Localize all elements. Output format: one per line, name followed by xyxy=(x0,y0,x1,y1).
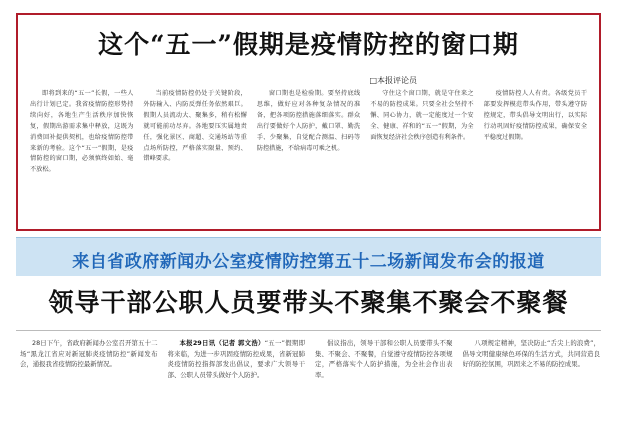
editorial-body xyxy=(30,89,587,223)
editorial-column: 窗口期也是检验期。要坚持底线思维，做好应对各种复杂情况的准备，把各项防控措施落细落实。群众出行要做好个人防护，戴口罩、勤洗手、少聚集，自觉配合测温、扫码等防控措施，不给病毒可乘之机。 xyxy=(256,90,361,152)
news-column xyxy=(315,338,453,423)
editorial-column: 当前疫情防控仍处于关键阶段，外防输入、内防反弹任务依然艰巨。假期人员流动大、聚集多，稍有松懈就可能前功尽弃。各地要压实属地责任，强化景区、商超、交通场站等重点场所防控，严格落实限量、预约、错峰要求。 xyxy=(143,90,247,163)
section-banner-title: 来自省政府新闻办公室疫情防控第五十二场新闻发布会的报道 xyxy=(72,252,545,272)
editorial-column: 守住这个窗口期，就是守住来之不易的防控成果。只要全社会坚持不懈、同心协力，就一定能度过一个安全、健康、祥和的“五一”假期，为全面恢复经济社会秩序创造有利条件。 xyxy=(370,90,474,141)
editorial-byline: □本报评论员 xyxy=(369,76,417,85)
news-text: “五一”假期即将来临，为进一步巩固疫情防控成果，省新冠肺炎疫情防控指挥部发出倡议，要求广大领导干部、公职人员带头做好个人防护。 xyxy=(167,339,305,379)
news-column xyxy=(20,338,158,423)
news-headline: 领导干部公职人员要带头不聚集不聚会不聚餐 xyxy=(48,288,569,317)
news-text: 28日下午，省政府新闻办公室召开第五十二场“黑龙江省应对新冠肺炎疫情防控”新闻发布会，通报我省疫情防控最新情况。 xyxy=(20,339,158,369)
news-column xyxy=(168,338,306,423)
editorial-column: 疫情防控人人有责。各级党员干部要发挥模范带头作用，带头遵守防控规定，带头倡导文明出行，以实际行动巩固好疫情防控成果，确保安全平稳度过假期。 xyxy=(483,90,588,141)
news-text: 八项规定精神，坚决防止“舌尖上的浪费”，倡导文明健康绿色环保的生活方式，共同营造良好的防控氛围，巩固来之不易的防控成果。 xyxy=(462,339,600,369)
divider xyxy=(16,330,601,331)
news-text: 倡议指出，领导干部和公职人员要带头不聚集、不聚会、不聚餐，自觉遵守疫情防控各项规定，严格落实个人防护措施，为全社会作出表率。 xyxy=(315,339,453,379)
news-lead: 本报29日讯（记者 郭文浩） xyxy=(179,339,265,347)
editorial-column: 即将到来的“五一”长假，一些人出行计划已定。我省疫情防控形势持续向好，各地生产生活秩序加快恢复，假期出游需求集中释放，这既为消费回补提供契机，也给疫情防控带来新的考验。这个“五一”假期，是疫情防控的窗口期，必须慎终如始、毫不放松。 xyxy=(30,90,134,174)
news-body xyxy=(20,338,600,423)
news-column xyxy=(463,338,601,423)
section-banner xyxy=(16,237,601,276)
editorial-headline: 这个“五一”假期是疫情防控的窗口期 xyxy=(98,30,519,59)
editorial-article xyxy=(16,13,601,231)
